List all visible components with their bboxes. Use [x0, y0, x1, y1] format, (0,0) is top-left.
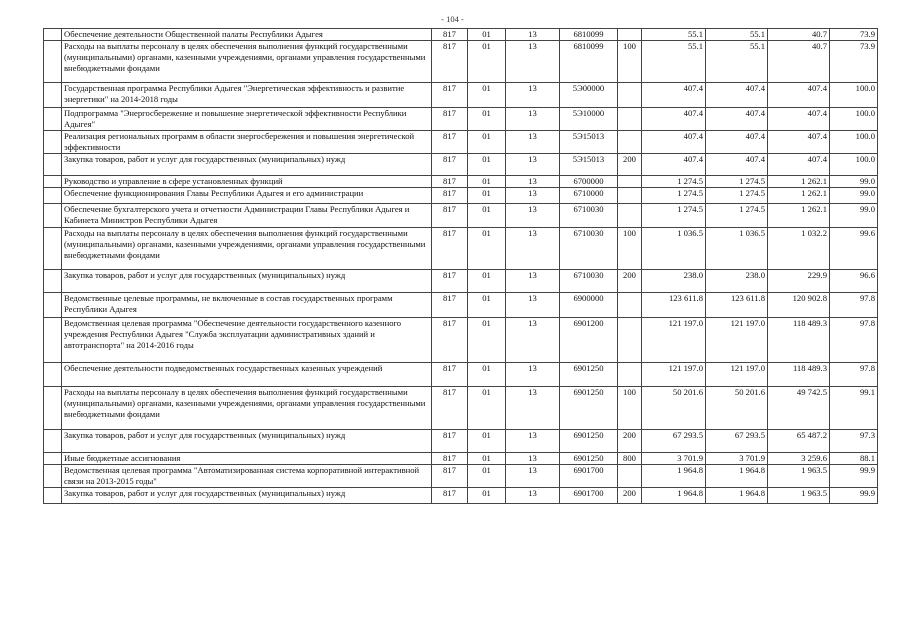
section-code: 01: [468, 453, 506, 465]
row-name: Обеспечение деятельности подведомственных государственных казенных учреждений: [62, 363, 432, 387]
executed-amount: 1 963.5: [768, 488, 830, 504]
revised-amount: 407.4: [706, 131, 768, 154]
row-name: Расходы на выплаты персоналу в целях обеспечения выполнения функций государственными (муниципальными) органами, казенными учреждениями, органами управления государственными внебюджетными фондами: [62, 387, 432, 430]
subsection-code: 13: [506, 363, 560, 387]
revised-amount: 238.0: [706, 270, 768, 293]
execution-percent: 96.6: [830, 270, 878, 293]
ministry-code: 817: [432, 188, 468, 204]
ministry-code: 817: [432, 430, 468, 453]
planned-amount: 238.0: [642, 270, 706, 293]
revised-amount: 1 036.5: [706, 228, 768, 270]
target-article-code: 6710030: [560, 228, 618, 270]
target-article-code: 5Э15013: [560, 131, 618, 154]
table-row: [44, 363, 878, 387]
section-code: 01: [468, 363, 506, 387]
execution-percent: 100.0: [830, 154, 878, 176]
ministry-code: 817: [432, 453, 468, 465]
planned-amount: 50 201.6: [642, 387, 706, 430]
row-name: Расходы на выплаты персоналу в целях обеспечения выполнения функций государственными (муниципальными) органами, казенными учреждениями, органами управления государственными внебюджетными фондами: [62, 228, 432, 270]
section-code: 01: [468, 154, 506, 176]
table-row: [44, 154, 878, 176]
row-marker-cell: [44, 204, 62, 228]
target-article-code: 6710030: [560, 204, 618, 228]
section-code: 01: [468, 430, 506, 453]
planned-amount: 55.1: [642, 41, 706, 83]
subsection-code: 13: [506, 387, 560, 430]
ministry-code: 817: [432, 131, 468, 154]
table-row: [44, 204, 878, 228]
revised-amount: 50 201.6: [706, 387, 768, 430]
planned-amount: 121 197.0: [642, 318, 706, 363]
row-name: Иные бюджетные ассигнования: [62, 453, 432, 465]
executed-amount: 118 489.3: [768, 318, 830, 363]
executed-amount: 40.7: [768, 29, 830, 41]
expense-type-code: 200: [618, 154, 642, 176]
executed-amount: 407.4: [768, 154, 830, 176]
target-article-code: 5Э00000: [560, 83, 618, 108]
execution-percent: 99.0: [830, 188, 878, 204]
subsection-code: 13: [506, 108, 560, 131]
execution-percent: 97.3: [830, 430, 878, 453]
table-row: [44, 293, 878, 318]
row-name: Ведомственная целевая программа "Автоматизированная система корпоративной интерактивной связи на 2013-2015 годы": [62, 465, 432, 488]
row-marker-cell: [44, 318, 62, 363]
expense-type-code: [618, 131, 642, 154]
section-code: 01: [468, 131, 506, 154]
subsection-code: 13: [506, 318, 560, 363]
ministry-code: 817: [432, 465, 468, 488]
expense-type-code: [618, 204, 642, 228]
revised-amount: 1 274.5: [706, 176, 768, 188]
executed-amount: 49 742.5: [768, 387, 830, 430]
ministry-code: 817: [432, 270, 468, 293]
row-marker-cell: [44, 363, 62, 387]
planned-amount: 1 964.8: [642, 488, 706, 504]
row-marker-cell: [44, 108, 62, 131]
page-number: - 104 -: [441, 14, 464, 24]
section-code: 01: [468, 228, 506, 270]
expense-type-code: [618, 293, 642, 318]
subsection-code: 13: [506, 270, 560, 293]
execution-percent: 97.8: [830, 363, 878, 387]
subsection-code: 13: [506, 154, 560, 176]
row-marker-cell: [44, 270, 62, 293]
expense-type-code: [618, 108, 642, 131]
section-code: 01: [468, 270, 506, 293]
row-name: Ведомственная целевая программа "Обеспечение деятельности государственного казенного учреждения Республики Адыгея "Служба эксплуатации административных зданий и автотранспорта" на 2014-2016 годы: [62, 318, 432, 363]
revised-amount: 55.1: [706, 29, 768, 41]
expense-type-code: 200: [618, 430, 642, 453]
ministry-code: 817: [432, 176, 468, 188]
expense-type-code: [618, 29, 642, 41]
table-row: [44, 131, 878, 154]
execution-percent: 100.0: [830, 131, 878, 154]
row-marker-cell: [44, 131, 62, 154]
target-article-code: 6901250: [560, 453, 618, 465]
ministry-code: 817: [432, 108, 468, 131]
planned-amount: 1 036.5: [642, 228, 706, 270]
target-article-code: 6901250: [560, 430, 618, 453]
row-marker-cell: [44, 228, 62, 270]
row-name: Обеспечение функционирования Главы Республики Адыгея и его администрации: [62, 188, 432, 204]
expense-type-code: [618, 176, 642, 188]
executed-amount: 118 489.3: [768, 363, 830, 387]
executed-amount: 407.4: [768, 131, 830, 154]
table-row: [44, 318, 878, 363]
execution-percent: 99.9: [830, 465, 878, 488]
section-code: 01: [468, 41, 506, 83]
executed-amount: 1 262.1: [768, 204, 830, 228]
execution-percent: 97.8: [830, 318, 878, 363]
planned-amount: 407.4: [642, 108, 706, 131]
target-article-code: 6710000: [560, 188, 618, 204]
row-marker-cell: [44, 188, 62, 204]
row-marker-cell: [44, 29, 62, 41]
expense-type-code: [618, 83, 642, 108]
row-name: Закупка товаров, работ и услуг для государственных (муниципальных) нужд: [62, 270, 432, 293]
execution-percent: 99.0: [830, 176, 878, 188]
row-name: Закупка товаров, работ и услуг для государственных (муниципальных) нужд: [62, 154, 432, 176]
expense-type-code: 100: [618, 387, 642, 430]
target-article-code: 6901200: [560, 318, 618, 363]
subsection-code: 13: [506, 293, 560, 318]
row-name: Государственная программа Республики Адыгея "Энергетическая эффективность и развитие энергетики" на 2014-2018 годы: [62, 83, 432, 108]
expense-type-code: [618, 318, 642, 363]
ministry-code: 817: [432, 41, 468, 83]
subsection-code: 13: [506, 83, 560, 108]
table-row: [44, 176, 878, 188]
section-code: 01: [468, 204, 506, 228]
row-name: Обеспечение деятельности Общественной палаты Республики Адыгея: [62, 29, 432, 41]
target-article-code: 6810099: [560, 41, 618, 83]
table-row: [44, 270, 878, 293]
execution-percent: 88.1: [830, 453, 878, 465]
planned-amount: 407.4: [642, 154, 706, 176]
expense-type-code: [618, 363, 642, 387]
row-name: Обеспечение бухгалтерского учета и отчетности Администрации Главы Республики Адыгея и Кабинета Министров Республики Адыгея: [62, 204, 432, 228]
row-marker-cell: [44, 430, 62, 453]
row-marker-cell: [44, 41, 62, 83]
ministry-code: 817: [432, 387, 468, 430]
row-marker-cell: [44, 154, 62, 176]
revised-amount: 121 197.0: [706, 363, 768, 387]
ministry-code: 817: [432, 293, 468, 318]
executed-amount: 229.9: [768, 270, 830, 293]
executed-amount: 1 262.1: [768, 176, 830, 188]
row-marker-cell: [44, 465, 62, 488]
expense-type-code: 800: [618, 453, 642, 465]
revised-amount: 1 274.5: [706, 188, 768, 204]
execution-percent: 100.0: [830, 108, 878, 131]
executed-amount: 40.7: [768, 41, 830, 83]
subsection-code: 13: [506, 188, 560, 204]
revised-amount: 123 611.8: [706, 293, 768, 318]
executed-amount: 407.4: [768, 83, 830, 108]
target-article-code: 6901700: [560, 488, 618, 504]
target-article-code: 6700000: [560, 176, 618, 188]
executed-amount: 3 259.6: [768, 453, 830, 465]
target-article-code: 6901250: [560, 387, 618, 430]
row-marker-cell: [44, 293, 62, 318]
planned-amount: 3 701.9: [642, 453, 706, 465]
execution-percent: 99.0: [830, 204, 878, 228]
table-row: [44, 108, 878, 131]
section-code: 01: [468, 318, 506, 363]
planned-amount: 407.4: [642, 131, 706, 154]
section-code: 01: [468, 293, 506, 318]
section-code: 01: [468, 387, 506, 430]
executed-amount: 1 262.1: [768, 188, 830, 204]
row-name: Руководство и управление в сфере установленных функций: [62, 176, 432, 188]
target-article-code: 6710030: [560, 270, 618, 293]
table-row: [44, 41, 878, 83]
section-code: 01: [468, 188, 506, 204]
subsection-code: 13: [506, 204, 560, 228]
execution-percent: 99.9: [830, 488, 878, 504]
section-code: 01: [468, 465, 506, 488]
revised-amount: 407.4: [706, 108, 768, 131]
table-row: [44, 188, 878, 204]
expense-type-code: 200: [618, 488, 642, 504]
revised-amount: 121 197.0: [706, 318, 768, 363]
execution-percent: 99.6: [830, 228, 878, 270]
expense-type-code: [618, 465, 642, 488]
planned-amount: 1 274.5: [642, 204, 706, 228]
target-article-code: 5Э15013: [560, 154, 618, 176]
revised-amount: 407.4: [706, 154, 768, 176]
subsection-code: 13: [506, 488, 560, 504]
target-article-code: 6901700: [560, 465, 618, 488]
planned-amount: 55.1: [642, 29, 706, 41]
ministry-code: 817: [432, 204, 468, 228]
row-marker-cell: [44, 83, 62, 108]
table-row: [44, 387, 878, 430]
revised-amount: 55.1: [706, 41, 768, 83]
planned-amount: 1 274.5: [642, 188, 706, 204]
revised-amount: 1 964.8: [706, 488, 768, 504]
planned-amount: 67 293.5: [642, 430, 706, 453]
subsection-code: 13: [506, 131, 560, 154]
ministry-code: 817: [432, 29, 468, 41]
planned-amount: 1 964.8: [642, 465, 706, 488]
subsection-code: 13: [506, 228, 560, 270]
table-row: [44, 430, 878, 453]
subsection-code: 13: [506, 430, 560, 453]
executed-amount: 65 487.2: [768, 430, 830, 453]
subsection-code: 13: [506, 465, 560, 488]
target-article-code: 6810099: [560, 29, 618, 41]
revised-amount: 1 274.5: [706, 204, 768, 228]
expense-type-code: [618, 188, 642, 204]
execution-percent: 100.0: [830, 83, 878, 108]
row-name: Закупка товаров, работ и услуг для государственных (муниципальных) нужд: [62, 488, 432, 504]
section-code: 01: [468, 176, 506, 188]
revised-amount: 67 293.5: [706, 430, 768, 453]
revised-amount: 3 701.9: [706, 453, 768, 465]
row-marker-cell: [44, 387, 62, 430]
row-name: Закупка товаров, работ и услуг для государственных (муниципальных) нужд: [62, 430, 432, 453]
budget-table: [43, 28, 878, 504]
row-name: Расходы на выплаты персоналу в целях обеспечения выполнения функций государственными (муниципальными) органами, казенными учреждениями, органами управления государственными внебюджетными фондами: [62, 41, 432, 83]
ministry-code: 817: [432, 154, 468, 176]
section-code: 01: [468, 29, 506, 41]
section-code: 01: [468, 108, 506, 131]
executed-amount: 1 032.2: [768, 228, 830, 270]
ministry-code: 817: [432, 488, 468, 504]
ministry-code: 817: [432, 363, 468, 387]
row-marker-cell: [44, 176, 62, 188]
execution-percent: 97.8: [830, 293, 878, 318]
row-name: Реализация региональных программ в области энергосбережения и повышения энергетической эффективности: [62, 131, 432, 154]
ministry-code: 817: [432, 228, 468, 270]
execution-percent: 99.1: [830, 387, 878, 430]
planned-amount: 1 274.5: [642, 176, 706, 188]
section-code: 01: [468, 83, 506, 108]
subsection-code: 13: [506, 41, 560, 83]
target-article-code: 6901250: [560, 363, 618, 387]
table-row: [44, 29, 878, 41]
execution-percent: 73.9: [830, 29, 878, 41]
executed-amount: 1 963.5: [768, 465, 830, 488]
table-row: [44, 488, 878, 504]
ministry-code: 817: [432, 318, 468, 363]
table-row: [44, 453, 878, 465]
expense-type-code: 100: [618, 41, 642, 83]
row-marker-cell: [44, 453, 62, 465]
expense-type-code: 100: [618, 228, 642, 270]
section-code: 01: [468, 488, 506, 504]
row-name: Подпрограмма "Энергосбережение и повышение энергетической эффективности Республики Адыгея": [62, 108, 432, 131]
execution-percent: 73.9: [830, 41, 878, 83]
table-row: [44, 83, 878, 108]
row-name: Ведомственные целевые программы, не включенные в состав государственных программ Республики Адыгея: [62, 293, 432, 318]
row-marker-cell: [44, 488, 62, 504]
revised-amount: 407.4: [706, 83, 768, 108]
executed-amount: 407.4: [768, 108, 830, 131]
target-article-code: 5Э10000: [560, 108, 618, 131]
revised-amount: 1 964.8: [706, 465, 768, 488]
executed-amount: 120 902.8: [768, 293, 830, 318]
subsection-code: 13: [506, 453, 560, 465]
planned-amount: 407.4: [642, 83, 706, 108]
target-article-code: 6900000: [560, 293, 618, 318]
ministry-code: 817: [432, 83, 468, 108]
expense-type-code: 200: [618, 270, 642, 293]
planned-amount: 121 197.0: [642, 363, 706, 387]
table-row: [44, 228, 878, 270]
subsection-code: 13: [506, 29, 560, 41]
subsection-code: 13: [506, 176, 560, 188]
table-row: [44, 465, 878, 488]
planned-amount: 123 611.8: [642, 293, 706, 318]
